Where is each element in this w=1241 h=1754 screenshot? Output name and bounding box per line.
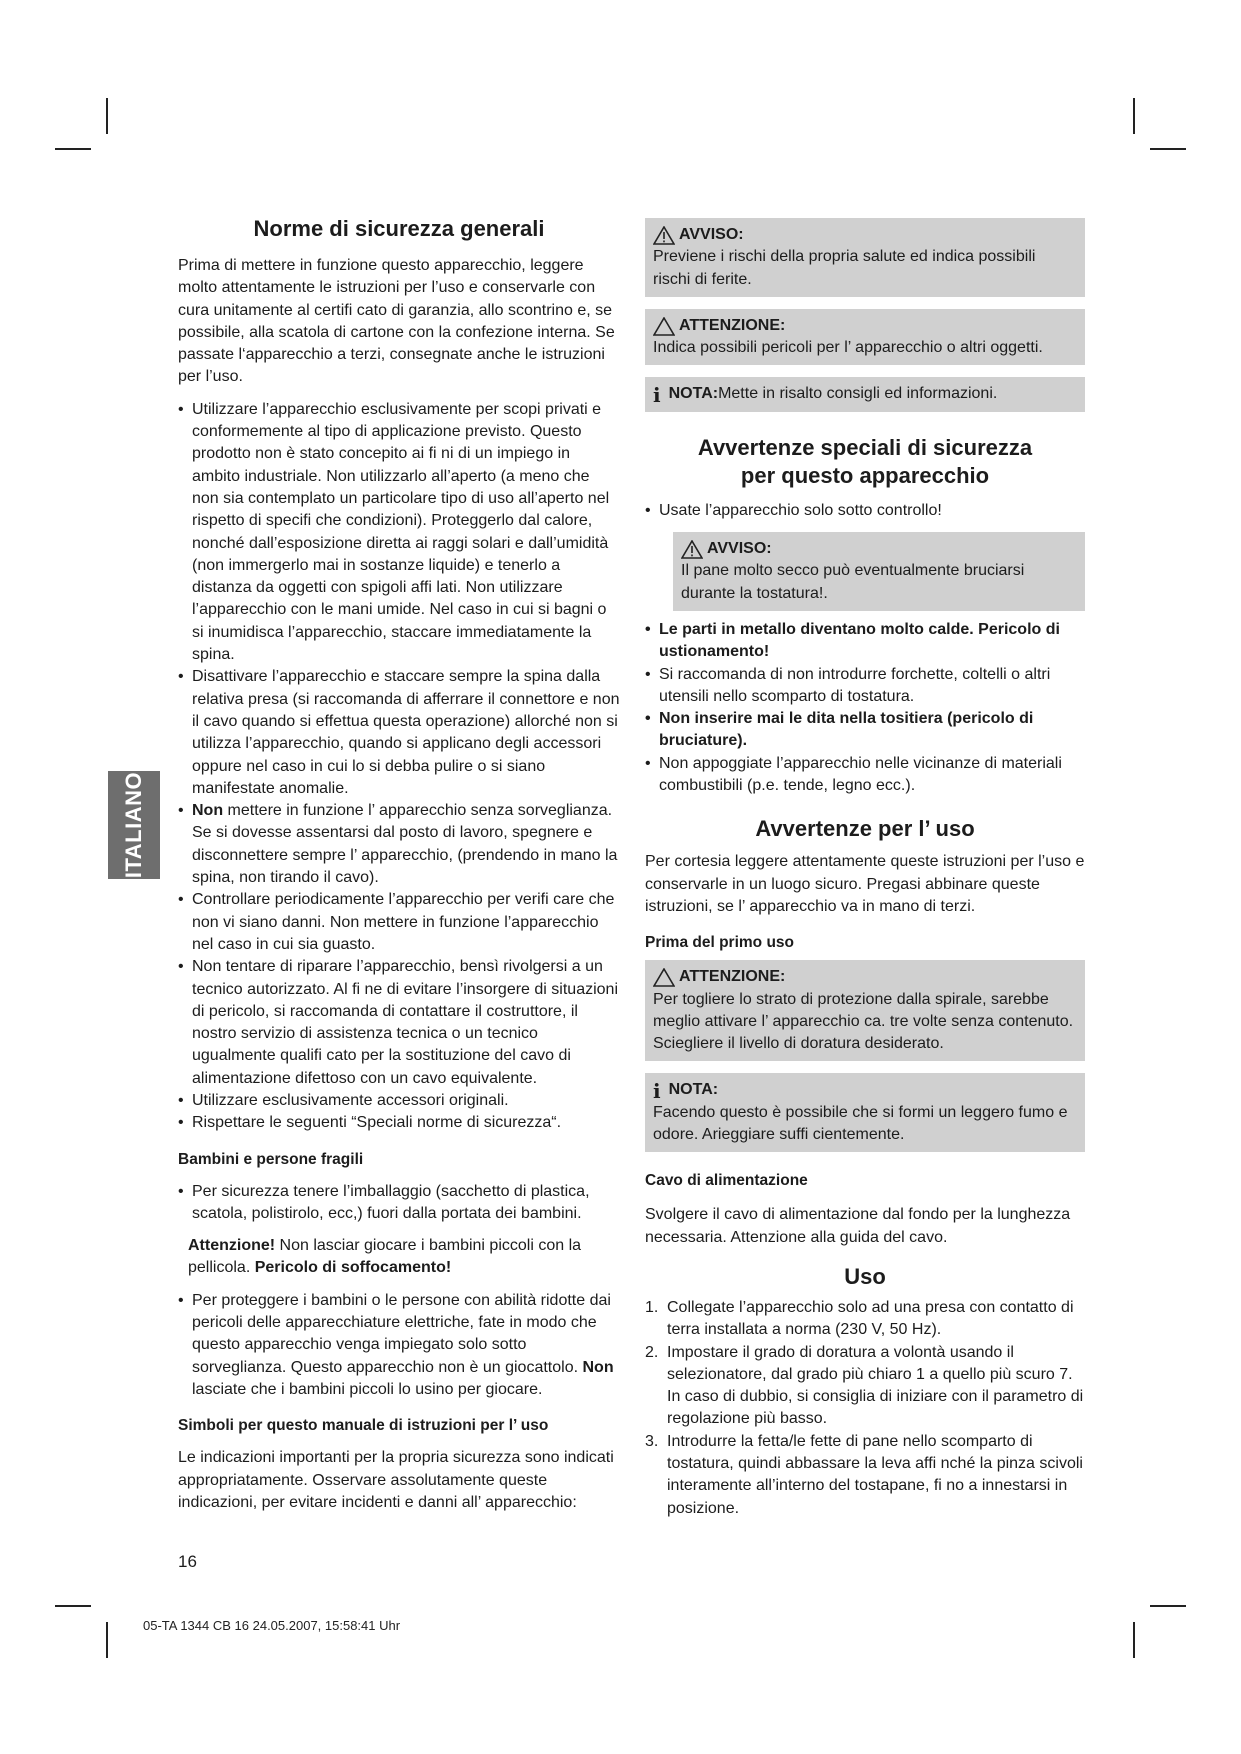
list-item: 1. Collegate l’apparecchio solo ad una presa con contatto di terra installata a norma (230 V, 50 Hz). [645, 1298, 1074, 1339]
cable-heading: Cavo di alimentazione [645, 1172, 808, 1190]
list-item: • Per proteggere i bambini o le persone con abilità ridotte dai pericoli delle apparecchiature elettriche, fate in modo che questo apparecchio venga impiegato solo sotto sorveglianza. Questo apparecchio non è un giocattolo. Non lasciate che i bambini piccoli lo usino per giocare. [178, 1291, 614, 1398]
crop-mark [1133, 1622, 1135, 1658]
list-item: • Si raccomanda di non introdurre forchette, coltelli o altri utensili nello scomparto di tostatura. [645, 665, 1051, 705]
caution-triangle-icon [653, 317, 675, 336]
crop-mark [55, 1605, 91, 1607]
crop-mark [1150, 1605, 1186, 1607]
children-list-2 [178, 1290, 620, 1401]
list-item: • Non appoggiate l’apparecchio nelle vicinanze di materiali combustibili (p.e. tende, legno ecc.). [645, 754, 1062, 795]
caution-box-text: Per togliere lo strato di protezione dalla spirale, sarebbe meglio attivare l’ apparecchio ca. tre volte senza contenuto. Sciegliere il livello di doratura desiderato. [653, 990, 1074, 1053]
warning-box-header: AVVISO: [681, 538, 1077, 560]
note-box-text: Facendo questo è possibile che si formi un leggero fumo e odore. Arieggiare suffi cientemente. [653, 1103, 1068, 1144]
crop-mark [1150, 148, 1186, 150]
list-item: • Usate l’apparecchio solo sotto controllo! [645, 501, 942, 519]
list-item: 2. Impostare il grado di doratura a volontà usando il selezionatore, dal grado più chiaro 1 a quello più scuro 7. In caso di dubbio, si consiglia di iniziare con il parametro di regolazione più basso. [645, 1343, 1084, 1428]
symbols-paragraph: Le indicazioni importanti per la propria sicurezza sono indicati appropriatamente. Osservare assolutamente queste indicazioni, per evitare incidenti e danni all’ apparecchio: [178, 1449, 614, 1511]
special-safety-title: Avvertenze speciali di sicurezza per questo apparecchio [697, 434, 1033, 488]
caution-box-text: Indica possibili pericoli per l’ apparecchio o altri oggetti. [653, 339, 1043, 357]
warning-box-header: AVVISO: [653, 224, 1077, 246]
note-box-smoke [645, 1073, 1085, 1152]
crop-mark [106, 1622, 108, 1658]
warning-box-text: Il pane molto secco può eventualmente bruciarsi durante la tostatura!. [681, 562, 1025, 602]
language-label: ITALIANO [121, 771, 146, 879]
general-safety-title: Norme di sicurezza generali [253, 216, 545, 241]
list-item: • Controllare periodicamente l’apparecchio per verifi care che non vi siano danni. Non mettere in funzione l’apparecchio nel caso in cui sia guasto. [178, 891, 615, 953]
warning-box-bread [673, 532, 1085, 611]
list-item: • Utilizzare l’apparecchio esclusivamente per scopi privati e conformemente al tipo di applicazione previsto. Questo prodotto non è stato concepito ai fi ni di un impiego in ambito industriale. Non utilizzarlo all’aperto (a meno che non sia contemplato un particolare tipo di uso all’aperto nel rispetto di specifi che condizioni). Proteggerlo dal calore, nonché dall’esposizione diretta ai raggi solari e dall’umidità (non immergerlo mai in sostanze liquide) e tenerlo a distanza da oggetti con spigoli affi lati. Non utilizzare l’apparecchio con le mani umide. Nel caso in cui si bagni o si inumidisca l’apparecchio, staccare immediatamente la spina. [178, 400, 610, 664]
special-list-a [645, 500, 1085, 522]
left-column [178, 215, 620, 1514]
list-item: • Non mettere in funzione l’ apparecchio senza sorveglianza. Se si dovesse assentarsi dal posto di lavoro, spegnere e disconnettere sempre l’ apparecchio, (prendendo in mano la spina, non tirando il cavo). [178, 802, 618, 887]
safety-bullet-list [178, 399, 620, 1135]
info-icon: i [653, 1078, 661, 1103]
list-item: • Le parti in metallo diventano molto calde. Pericolo di ustionamento! [645, 620, 1060, 661]
attention-note: Attenzione! Non lasciar giocare i bambini piccoli con la pellicola. Pericolo di soffocamento! [188, 1237, 582, 1277]
uso-title: Uso [844, 1263, 886, 1289]
warning-box [645, 218, 1085, 297]
caution-triangle-icon [653, 968, 675, 987]
caution-box-header: ATTENZIONE: [653, 966, 1077, 988]
list-item: • Per sicurezza tenere l’imballaggio (sacchetto di plastica, scatola, polistirolo, ecc,) fuori dalla portata dei bambini. [178, 1182, 590, 1222]
print-footer: 05-TA 1344 CB 16 24.05.2007, 15:58:41 Uhr [143, 1618, 401, 1633]
caution-box [645, 309, 1085, 366]
note-box-line: i NOTA: Mette in risalto consigli ed informazioni. [653, 382, 998, 407]
warning-box-text: Previene i rischi della propria salute ed indica possibili rischi di ferite. [653, 248, 1036, 288]
caution-box-header: ATTENZIONE: [653, 315, 1077, 337]
info-icon: i [653, 382, 661, 407]
language-side-tab [108, 771, 160, 879]
page-number: 16 [178, 1552, 197, 1571]
uso-steps-list [645, 1297, 1085, 1520]
children-heading: Bambini e persone fragili [178, 1150, 364, 1168]
crop-mark [1133, 98, 1135, 134]
intro-paragraph: Prima di mettere in funzione questo apparecchio, leggere molto attentamente le istruzioni per l’uso e conservarle con cura unitamente al certifi cato di garanzia, allo scontrino e, se possibile, alla scatola di cartone con la confezione interna. Se passate l‘apparecchio a terzi, consegnate anche le istruzioni per l’uso. [178, 257, 615, 386]
crop-mark [55, 148, 91, 150]
first-use-heading: Prima del primo uso [645, 934, 795, 952]
list-item: • Utilizzare esclusivamente accessori originali. [178, 1091, 509, 1109]
list-item: • Non inserire mai le dita nella tositiera (pericolo di bruciature). [645, 710, 1034, 750]
warning-triangle-icon [653, 226, 675, 245]
list-item: 3. Introdurre la fetta/le fette di pane nello scomparto di tostatura, quindi abbassare la leva affi nché la pinza scivoli interamente all’interno del tostapane, fi no a innestarsi in posizione. [645, 1432, 1083, 1517]
special-list-b [645, 619, 1085, 797]
use-warnings-paragraph: Per cortesia leggere attentamente queste istruzioni per l’uso e conservarle in un luogo sicuro. Pregasi abbinare queste istruzioni, se l’ apparecchio va in mano di terzi. [645, 853, 1085, 915]
use-warnings-title: Avvertenze per l’ uso [755, 816, 975, 842]
cable-paragraph: Svolgere il cavo di alimentazione dal fondo per la lunghezza necessaria. Attenzione alla guida del cavo. [645, 1206, 1071, 1246]
right-column [645, 218, 1085, 1520]
crop-mark [106, 98, 108, 134]
children-list [178, 1181, 620, 1226]
note-box [645, 377, 1085, 411]
caution-box-first-use [645, 960, 1085, 1061]
list-item: • Disattivare l’apparecchio e staccare sempre la spina dalla relativa presa (si raccomanda di afferrare il connettore e non il cavo quando si effettua questa operazione) allorché non si utilizza l’apparecchio, quando si applicano degli accessori oppure nel caso in cui lo si debba pulire o si siano manifestate anomalie. [178, 668, 620, 797]
list-item: • Rispettare le seguenti “Speciali norme di sicurezza“. [178, 1114, 562, 1132]
symbols-heading: Simboli per questo manuale di istruzioni per l’ uso [178, 1417, 549, 1435]
note-box-header: i NOTA: [653, 1078, 719, 1103]
list-item: • Non tentare di riparare l’apparecchio, bensì rivolgersi a un tecnico autorizzato. Al fi ne di evitare l’insorgere di situazioni di pericolo, si raccomanda di contattare il costruttore, il nostro servizio di assistenza tecnica o un tecnico ugualmente qualifi cato per la sostituzione del cavo di alimentazione difettoso con un cavo equivalente. [178, 958, 618, 1087]
warning-triangle-icon [681, 540, 703, 559]
